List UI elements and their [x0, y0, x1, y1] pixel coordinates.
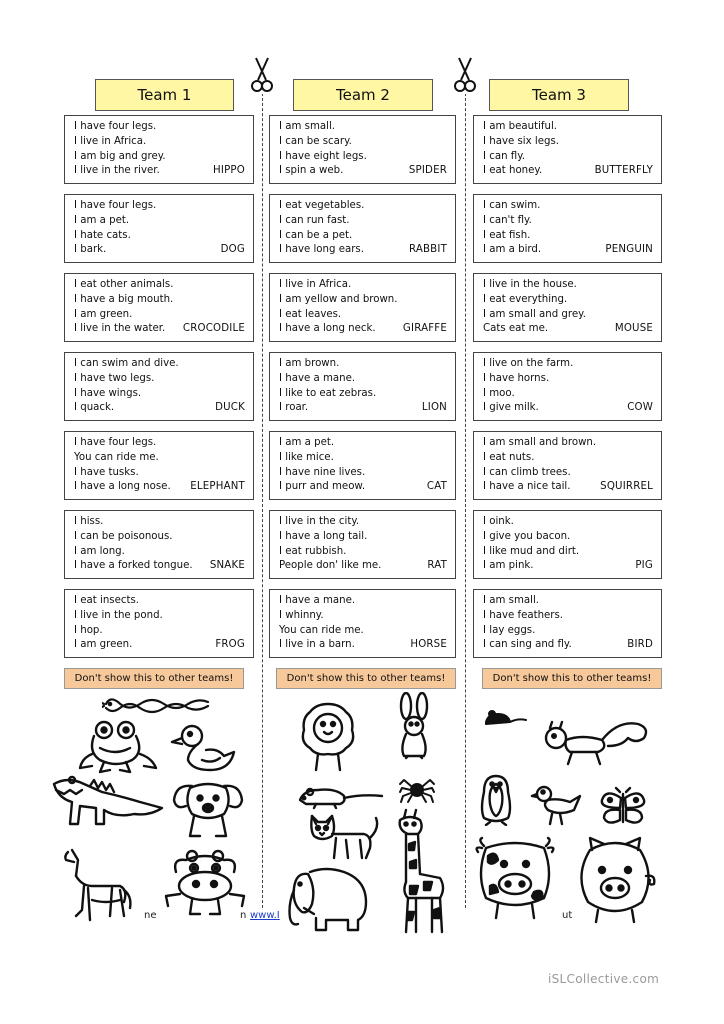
clue-card: [269, 273, 456, 342]
cow-drawing: [474, 836, 556, 920]
clue-line: I can swim and dive.: [74, 358, 179, 369]
clue-card: [64, 115, 254, 184]
answer-label: LION: [421, 402, 447, 414]
clue-line: I live in Africa.: [279, 279, 352, 290]
clue-line: You can ride me.: [74, 451, 159, 463]
clue-line: I purr and meow.: [279, 481, 366, 493]
elephant-drawing: [286, 864, 372, 934]
clue-line: I moo.: [483, 387, 515, 399]
horse-drawing: [62, 846, 134, 926]
clue-card: [64, 431, 254, 500]
clue-card: [473, 589, 662, 658]
clue-line: I have a long nose.: [74, 481, 171, 493]
clue-line: I eat leaves.: [279, 308, 342, 320]
answer-label: PENGUIN: [605, 244, 653, 256]
answer-label: ELEPHANT: [190, 481, 245, 493]
clue-line: I like to eat zebras.: [279, 387, 377, 399]
answer-label: RABBIT: [408, 244, 447, 256]
scissors-icon: [249, 56, 275, 94]
clue-line: I live in the house.: [483, 279, 577, 290]
clue-line: I am a pet.: [74, 214, 130, 226]
clue-card: [64, 510, 254, 579]
team-2-header: Team 2: [293, 79, 433, 111]
clue-line: I am green.: [74, 308, 133, 320]
cut-line-right: [465, 78, 466, 908]
hippo-drawing: [162, 848, 248, 916]
clue-card: [269, 352, 456, 421]
dog-drawing: [172, 780, 244, 840]
clue-card: [473, 115, 662, 184]
clue-line: I live in the water.: [74, 323, 166, 335]
clue-line: I am a bird.: [483, 244, 542, 256]
clue-card: [64, 589, 254, 658]
clue-line: I have a long tail.: [279, 530, 368, 542]
clue-line: I have eight legs.: [279, 150, 367, 162]
clue-line: I have horns.: [483, 372, 550, 384]
footer-fragment: n: [240, 910, 247, 921]
footer-link[interactable]: www.I: [250, 910, 280, 921]
clue-line: I can't fly.: [483, 214, 532, 226]
rabbit-drawing: [392, 692, 436, 760]
clue-line: I have a forked tongue.: [74, 560, 193, 572]
answer-label: RAT: [427, 560, 447, 572]
clue-line: I have feathers.: [483, 609, 564, 621]
team-1-header: Team 1: [95, 79, 234, 111]
clue-line: I am a pet.: [279, 437, 335, 448]
clue-line: I have a big mouth.: [74, 293, 174, 305]
clue-card: [269, 194, 456, 263]
clue-line: I whinny.: [279, 609, 324, 621]
clue-line: I live on the farm.: [483, 358, 574, 369]
duck-drawing: [170, 722, 238, 774]
clue-card: [473, 273, 662, 342]
penguin-drawing: [478, 774, 514, 826]
clue-line: I roar.: [279, 402, 309, 414]
cut-line-left: [262, 78, 263, 908]
team-1-warning: Don't show this to other teams!: [64, 668, 244, 689]
clue-line: I give milk.: [483, 402, 539, 414]
clue-card: [473, 194, 662, 263]
clue-line: I have tusks.: [74, 466, 139, 478]
team-3-warning: Don't show this to other teams!: [482, 668, 662, 689]
clue-line: I live in a barn.: [279, 639, 355, 651]
snake-drawing: [102, 690, 212, 720]
clue-line: I have a long neck.: [279, 323, 376, 335]
clue-line: I am small.: [279, 121, 336, 132]
answer-label: CAT: [426, 481, 447, 493]
clue-card: [473, 431, 662, 500]
clue-line: I can fly.: [483, 150, 526, 162]
clue-line: I have a mane.: [279, 595, 356, 606]
clue-line: I live in the city.: [279, 516, 360, 527]
watermark: iSLCollective.com: [548, 972, 660, 986]
clue-line: I have four legs.: [74, 437, 157, 448]
giraffe-drawing: [394, 808, 450, 934]
clue-line: I like mice.: [279, 451, 334, 463]
clue-line: I am beautiful.: [483, 121, 558, 132]
clue-line: People don' like me.: [279, 560, 382, 572]
footer-fragment: ut: [562, 910, 573, 921]
rat-drawing: [296, 782, 384, 810]
clue-line: I have nine lives.: [279, 466, 366, 478]
clue-line: I eat honey.: [483, 165, 543, 177]
spider-drawing: [398, 774, 436, 806]
clue-line: I eat everything.: [483, 293, 568, 305]
clue-line: I am small.: [483, 595, 540, 606]
clue-card: [64, 352, 254, 421]
clue-line: I have a nice tail.: [483, 481, 571, 493]
clue-line: I can run fast.: [279, 214, 350, 226]
clue-line: I have four legs.: [74, 121, 157, 132]
team-2-warning: Don't show this to other teams!: [276, 668, 456, 689]
answer-label: SPIDER: [408, 165, 447, 177]
clue-line: I have four legs.: [74, 200, 157, 211]
frog-drawing: [78, 718, 160, 774]
clue-line: I eat rubbish.: [279, 545, 347, 557]
answer-label: MOUSE: [614, 323, 653, 335]
clue-line: I oink.: [483, 516, 514, 527]
clue-line: I bark.: [74, 244, 107, 256]
pig-drawing: [572, 836, 658, 924]
clue-line: You can ride me.: [279, 624, 364, 636]
answer-label: CROCODILE: [182, 323, 245, 335]
clue-line: I am green.: [74, 639, 133, 651]
clue-line: I spin a web.: [279, 165, 344, 177]
clue-card: [64, 273, 254, 342]
clue-line: I lay eggs.: [483, 624, 536, 636]
clue-line: I eat fish.: [483, 229, 531, 241]
answer-label: DUCK: [215, 402, 245, 414]
answer-label: SQUIRREL: [600, 481, 653, 493]
clue-line: I eat other animals.: [74, 279, 174, 290]
clue-line: Cats eat me.: [483, 323, 549, 335]
clue-line: I am yellow and brown.: [279, 293, 398, 305]
team-3-header: Team 3: [489, 79, 629, 111]
cat-drawing: [306, 810, 380, 862]
clue-line: I like mud and dirt.: [483, 545, 580, 557]
clue-card: [269, 589, 456, 658]
clue-line: I have six legs.: [483, 135, 559, 147]
clue-line: I am big and grey.: [74, 150, 166, 162]
clue-card: [64, 194, 254, 263]
clue-line: I can be poisonous.: [74, 530, 173, 542]
clue-line: I eat vegetables.: [279, 200, 365, 211]
answer-label: HIPPO: [213, 165, 245, 177]
squirrel-drawing: [542, 716, 652, 768]
clue-line: I am brown.: [279, 358, 340, 369]
clue-line: I eat insects.: [74, 595, 139, 606]
clue-line: I hate cats.: [74, 229, 131, 241]
clue-line: I have a mane.: [279, 372, 356, 384]
answer-label: GIRAFFE: [402, 323, 447, 335]
clue-card: [269, 431, 456, 500]
clue-line: I eat nuts.: [483, 451, 535, 463]
clue-line: I can swim.: [483, 200, 541, 211]
clue-line: I can climb trees.: [483, 466, 571, 478]
clue-line: I am small and brown.: [483, 437, 597, 448]
footer-fragment: ne: [144, 910, 157, 921]
clue-line: I quack.: [74, 402, 115, 414]
clue-line: I can be scary.: [279, 135, 352, 147]
butterfly-drawing: [598, 786, 648, 828]
answer-label: DOG: [220, 244, 245, 256]
answer-label: FROG: [215, 639, 245, 651]
mouse-drawing: [482, 708, 528, 730]
crocodile-drawing: [50, 772, 164, 836]
clue-card: [473, 510, 662, 579]
clue-line: I hop.: [74, 624, 103, 636]
scissors-icon: [452, 56, 478, 94]
clue-line: I can be a pet.: [279, 229, 353, 241]
bird-drawing: [530, 780, 582, 828]
clue-line: I live in Africa.: [74, 135, 147, 147]
answer-label: PIG: [635, 560, 653, 572]
lion-drawing: [300, 702, 356, 772]
answer-label: BIRD: [627, 639, 653, 651]
answer-label: HORSE: [410, 639, 447, 651]
clue-line: I am small and grey.: [483, 308, 586, 320]
answer-label: SNAKE: [209, 560, 245, 572]
clue-line: I live in the river.: [74, 165, 160, 177]
clue-card: [269, 115, 456, 184]
clue-line: I have two legs.: [74, 372, 155, 384]
clue-card: [269, 510, 456, 579]
clue-line: I have wings.: [74, 387, 142, 399]
clue-line: I hiss.: [74, 516, 104, 527]
clue-card: [473, 352, 662, 421]
clue-line: I live in the pond.: [74, 609, 163, 621]
clue-line: I am long.: [74, 545, 125, 557]
clue-line: I have long ears.: [279, 244, 364, 256]
clue-line: I am pink.: [483, 560, 534, 572]
answer-label: BUTTERFLY: [594, 165, 653, 177]
clue-line: I can sing and fly.: [483, 639, 572, 651]
answer-label: COW: [627, 402, 653, 414]
clue-line: I give you bacon.: [483, 530, 571, 542]
